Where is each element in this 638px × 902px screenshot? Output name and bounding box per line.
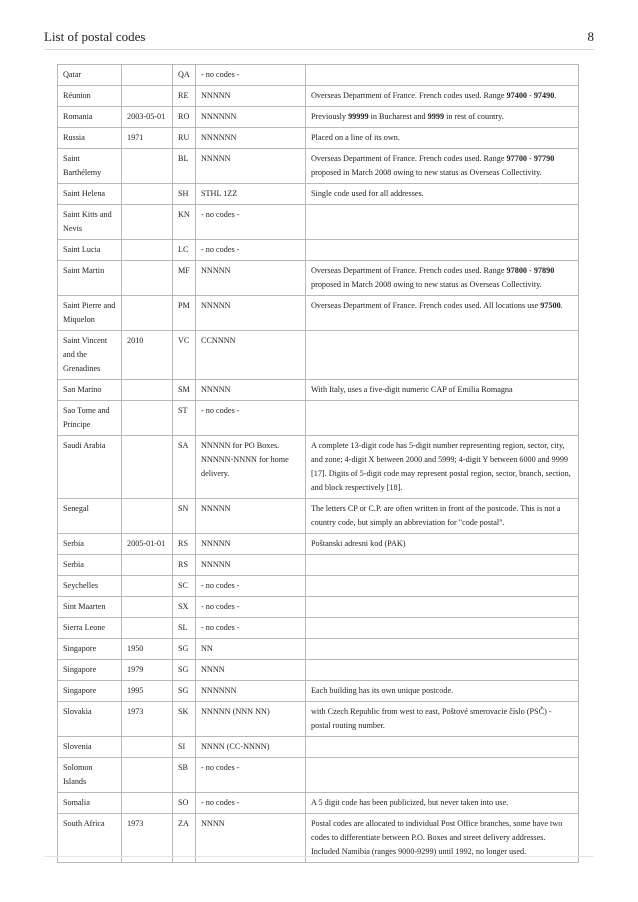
format-cell: - no codes - xyxy=(196,240,306,261)
country-cell: Saint Helena xyxy=(58,184,122,205)
format-cell: NNNNN xyxy=(196,499,306,534)
country-cell: South Africa xyxy=(58,814,122,863)
date-cell: 2003-05-01 xyxy=(122,107,173,128)
date-cell: 2005-01-01 xyxy=(122,534,173,555)
table-row xyxy=(58,184,579,205)
postal-codes-table-body xyxy=(58,65,579,863)
format-cell: - no codes - xyxy=(196,793,306,814)
date-cell: 1971 xyxy=(122,128,173,149)
table-row xyxy=(58,534,579,555)
iso-code-cell: RE xyxy=(173,86,196,107)
date-cell xyxy=(122,261,173,296)
format-cell: NNNNNN xyxy=(196,681,306,702)
country-cell: Saint Kitts and Nevis xyxy=(58,205,122,240)
notes-cell xyxy=(306,576,579,597)
notes-text: Postal codes are allocated to individual Post Office branches, some have two codes to differentiate between P.O. Boxes and street delivery addresses. Included Namibia (ranges 9000-9299) until 1992, no longer used. xyxy=(311,819,563,856)
format-cell: - no codes - xyxy=(196,597,306,618)
table-row xyxy=(58,793,579,814)
country-cell: Sao Tome and Principe xyxy=(58,401,122,436)
format-cell: NNNNN xyxy=(196,380,306,401)
country-cell: Singapore xyxy=(58,639,122,660)
format-cell: - no codes - xyxy=(196,401,306,436)
iso-code-cell: QA xyxy=(173,65,196,86)
iso-code-cell: SG xyxy=(173,681,196,702)
notes-text: Overseas Department of France. French codes used. Range xyxy=(311,91,507,100)
notes-text: - xyxy=(527,154,534,163)
iso-code-cell: RS xyxy=(173,555,196,576)
notes-text: with Czech Republic from west to east, Poštové smerovacie číslo (PSČ) - postal routing number. xyxy=(311,707,552,730)
notes-text: A 5 digit code has been publicized, but never taken into use. xyxy=(311,798,509,807)
notes-text: Overseas Department of France. French codes used. Range xyxy=(311,154,507,163)
notes-cell xyxy=(306,660,579,681)
date-cell xyxy=(122,576,173,597)
iso-code-cell: SG xyxy=(173,660,196,681)
table-row xyxy=(58,86,579,107)
format-cell: NNNNN xyxy=(196,534,306,555)
country-cell: Saint Barthélemy xyxy=(58,149,122,184)
notes-text: With Italy, uses a five-digit numeric CAP of Emilia Romagna xyxy=(311,385,513,394)
format-cell: - no codes - xyxy=(196,576,306,597)
table-row xyxy=(58,331,579,380)
notes-text: The letters CP or C.P. are often written in front of the postcode. This is not a country code, but simply an abbreviation for "code postal". xyxy=(311,504,561,527)
notes-cell xyxy=(306,128,579,149)
country-cell: Somalia xyxy=(58,793,122,814)
format-cell: - no codes - xyxy=(196,618,306,639)
notes-text: 99999 xyxy=(348,112,369,121)
date-cell xyxy=(122,296,173,331)
notes-cell xyxy=(306,205,579,240)
notes-cell xyxy=(306,261,579,296)
format-cell: NNNNN for PO Boxes. NNNNN-NNNN for home delivery. xyxy=(196,436,306,499)
date-cell xyxy=(122,184,173,205)
table-row xyxy=(58,499,579,534)
notes-cell xyxy=(306,331,579,380)
country-cell: Saint Lucia xyxy=(58,240,122,261)
notes-text: . xyxy=(560,301,563,310)
format-cell: NNNNN xyxy=(196,296,306,331)
notes-cell xyxy=(306,737,579,758)
date-cell xyxy=(122,65,173,86)
notes-text: proposed in March 2008 owing to new status as Overseas Collectivity. xyxy=(311,168,542,177)
format-cell: NNNNNN xyxy=(196,107,306,128)
date-cell: 1973 xyxy=(122,702,173,737)
date-cell: 1995 xyxy=(122,681,173,702)
format-cell: NNNNN xyxy=(196,149,306,184)
format-cell: NNNN xyxy=(196,660,306,681)
notes-cell xyxy=(306,107,579,128)
notes-text: - xyxy=(527,266,534,275)
format-cell: NNNNN xyxy=(196,555,306,576)
iso-code-cell: SH xyxy=(173,184,196,205)
date-cell: 1973 xyxy=(122,814,173,863)
notes-cell xyxy=(306,499,579,534)
iso-code-cell: ST xyxy=(173,401,196,436)
iso-code-cell: RO xyxy=(173,107,196,128)
format-cell: CCNNNN xyxy=(196,331,306,380)
iso-code-cell: LC xyxy=(173,240,196,261)
country-cell: Senegal xyxy=(58,499,122,534)
country-cell: Saudi Arabia xyxy=(58,436,122,499)
notes-cell xyxy=(306,555,579,576)
iso-code-cell: SA xyxy=(173,436,196,499)
table-row xyxy=(58,660,579,681)
page-header xyxy=(44,27,594,50)
notes-cell xyxy=(306,184,579,205)
notes-cell xyxy=(306,296,579,331)
format-cell: NNNNN xyxy=(196,86,306,107)
notes-cell xyxy=(306,793,579,814)
table-row xyxy=(58,436,579,499)
date-cell: 1979 xyxy=(122,660,173,681)
country-cell: Qatar xyxy=(58,65,122,86)
table-row xyxy=(58,240,579,261)
notes-text: in rest of country. xyxy=(444,112,504,121)
notes-text: Overseas Department of France. French codes used. All locations use xyxy=(311,301,541,310)
iso-code-cell: RU xyxy=(173,128,196,149)
notes-text: in Bucharest and xyxy=(368,112,428,121)
country-cell: Saint Martin xyxy=(58,261,122,296)
iso-code-cell: SK xyxy=(173,702,196,737)
notes-text: Overseas Department of France. French codes used. Range xyxy=(311,266,507,275)
iso-code-cell: MF xyxy=(173,261,196,296)
notes-cell xyxy=(306,639,579,660)
table-row xyxy=(58,681,579,702)
date-cell xyxy=(122,555,173,576)
country-cell: Saint Vincent and the Grenadines xyxy=(58,331,122,380)
table-row xyxy=(58,618,579,639)
country-cell: San Marino xyxy=(58,380,122,401)
notes-cell xyxy=(306,758,579,793)
format-cell: NNNNN (NNN NN) xyxy=(196,702,306,737)
table-row xyxy=(58,758,579,793)
table-row xyxy=(58,380,579,401)
iso-code-cell: SX xyxy=(173,597,196,618)
notes-text: 97790 xyxy=(533,154,555,163)
date-cell xyxy=(122,618,173,639)
date-cell xyxy=(122,737,173,758)
notes-text: 97700 xyxy=(506,154,527,163)
table-row xyxy=(58,261,579,296)
format-cell: NNNN xyxy=(196,814,306,863)
format-cell: - no codes - xyxy=(196,65,306,86)
iso-code-cell: SL xyxy=(173,618,196,639)
notes-cell xyxy=(306,618,579,639)
notes-text: Each building has its own unique postcode. xyxy=(311,686,454,695)
notes-text: 97490 xyxy=(533,91,555,100)
date-cell xyxy=(122,436,173,499)
iso-code-cell: KN xyxy=(173,205,196,240)
table-row xyxy=(58,128,579,149)
format-cell: NNNNN xyxy=(196,261,306,296)
notes-text: proposed in March 2008 owing to new status as Overseas Collectivity. xyxy=(311,280,542,289)
table-row xyxy=(58,401,579,436)
notes-cell xyxy=(306,240,579,261)
notes-cell xyxy=(306,702,579,737)
iso-code-cell: SC xyxy=(173,576,196,597)
country-cell: Sint Maarten xyxy=(58,597,122,618)
notes-cell xyxy=(306,401,579,436)
notes-cell xyxy=(306,380,579,401)
country-cell: Serbia xyxy=(58,555,122,576)
notes-text: 9999 xyxy=(427,112,445,121)
date-cell xyxy=(122,86,173,107)
notes-text: 97890 xyxy=(533,266,555,275)
table-row xyxy=(58,737,579,758)
notes-text: Poštanski adresni kod (PAK) xyxy=(311,539,406,548)
date-cell xyxy=(122,205,173,240)
date-cell: 2010 xyxy=(122,331,173,380)
notes-text: - xyxy=(527,91,534,100)
date-cell xyxy=(122,758,173,793)
date-cell xyxy=(122,793,173,814)
table-row xyxy=(58,149,579,184)
country-cell: Réunion xyxy=(58,86,122,107)
date-cell xyxy=(122,149,173,184)
iso-code-cell: BL xyxy=(173,149,196,184)
format-cell: NN xyxy=(196,639,306,660)
table-row xyxy=(58,702,579,737)
table-row xyxy=(58,576,579,597)
notes-text: Previously xyxy=(311,112,349,121)
iso-code-cell: SG xyxy=(173,639,196,660)
notes-cell xyxy=(306,149,579,184)
notes-cell xyxy=(306,534,579,555)
notes-cell xyxy=(306,681,579,702)
table-row xyxy=(58,65,579,86)
notes-text: Placed on a line of its own. xyxy=(311,133,400,142)
format-cell: STHL 1ZZ xyxy=(196,184,306,205)
iso-code-cell: SO xyxy=(173,793,196,814)
country-cell: Romania xyxy=(58,107,122,128)
date-cell xyxy=(122,499,173,534)
country-cell: Serbia xyxy=(58,534,122,555)
country-cell: Sierra Leone xyxy=(58,618,122,639)
format-cell: NNNNNN xyxy=(196,128,306,149)
date-cell xyxy=(122,401,173,436)
format-cell: NNNN (CC-NNNN) xyxy=(196,737,306,758)
table-row xyxy=(58,107,579,128)
country-cell: Singapore xyxy=(58,681,122,702)
country-cell: Slovenia xyxy=(58,737,122,758)
country-cell: Seychelles xyxy=(58,576,122,597)
country-cell: Saint Pierre and Miquelon xyxy=(58,296,122,331)
table-row xyxy=(58,597,579,618)
iso-code-cell: SM xyxy=(173,380,196,401)
footer-rule xyxy=(44,856,594,857)
iso-code-cell: PM xyxy=(173,296,196,331)
notes-cell xyxy=(306,597,579,618)
notes-cell xyxy=(306,436,579,499)
country-cell: Slovakia xyxy=(58,702,122,737)
table-row xyxy=(58,555,579,576)
notes-text: 97500 xyxy=(540,301,561,310)
date-cell: 1950 xyxy=(122,639,173,660)
date-cell xyxy=(122,240,173,261)
country-cell: Russia xyxy=(58,128,122,149)
format-cell: - no codes - xyxy=(196,205,306,240)
notes-text: A complete 13-digit code has 5-digit number representing region, sector, city, and zone; 4-digit X between 2000 and 5999; 4-digit Y between 6000 and 9999 [17]. Digits of 5-digit code may represent postal region, sector, branch, section, and block respectively [18]. xyxy=(311,441,571,492)
notes-text: . xyxy=(554,91,557,100)
notes-text: 97400 xyxy=(506,91,527,100)
iso-code-cell: RS xyxy=(173,534,196,555)
iso-code-cell: ZA xyxy=(173,814,196,863)
notes-text: Single code used for all addresses. xyxy=(311,189,424,198)
table-row xyxy=(58,639,579,660)
format-cell: - no codes - xyxy=(196,758,306,793)
date-cell xyxy=(122,380,173,401)
notes-text: 97800 xyxy=(506,266,527,275)
iso-code-cell: SB xyxy=(173,758,196,793)
page-title: List of postal codes xyxy=(44,29,146,44)
postal-codes-table xyxy=(57,64,579,863)
country-cell: Singapore xyxy=(58,660,122,681)
date-cell xyxy=(122,597,173,618)
country-cell: Solomon Islands xyxy=(58,758,122,793)
table-row xyxy=(58,205,579,240)
iso-code-cell: SI xyxy=(173,737,196,758)
notes-cell xyxy=(306,65,579,86)
page-number: 8 xyxy=(587,29,594,44)
iso-code-cell: SN xyxy=(173,499,196,534)
table-row xyxy=(58,296,579,331)
iso-code-cell: VC xyxy=(173,331,196,380)
notes-cell xyxy=(306,86,579,107)
